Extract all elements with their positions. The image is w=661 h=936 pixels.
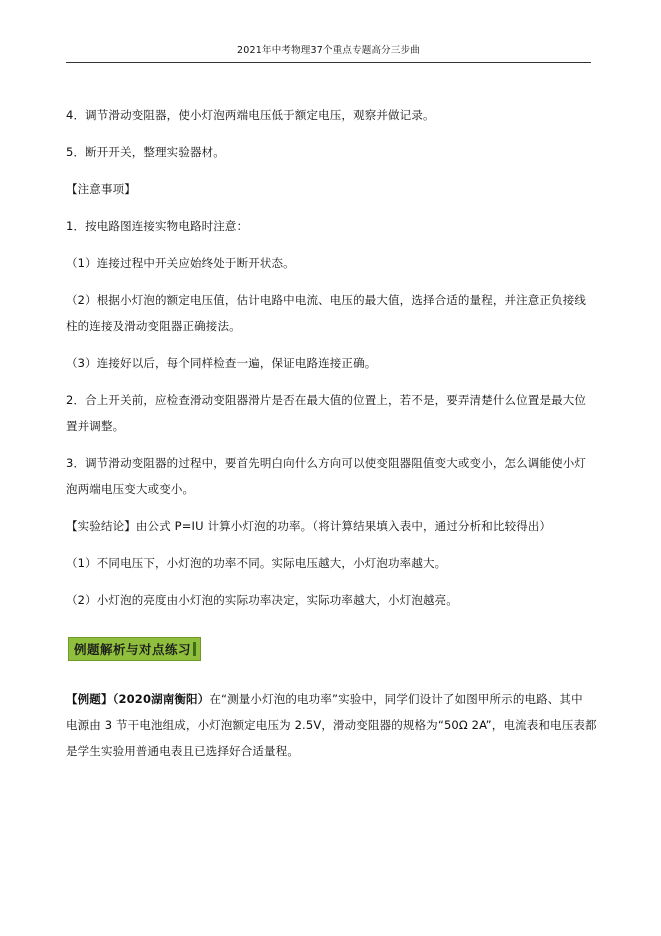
note-1: 1．按电路图连接实物电路时注意： [66,219,249,233]
step-4: 4．调节滑动变阻器，使小灯泡两端电压低于额定电压，观察并做记录。 [66,108,435,122]
section-banner [68,637,201,661]
note-2-line-2: 置并调整。 [66,419,125,433]
note-3-line-2: 泡两端电压变大或变小。 [66,482,195,496]
conclusion-item-1: （1）不同电压下，小灯泡的功率不同。实际电压越大，小灯泡功率越大。 [66,556,447,570]
conclusion: 【实验结论】由公式 P=IU 计算小灯泡的功率。（将计算结果填入表中，通过分析和比较得出） [66,519,552,533]
note-1-item-2-line-1: （2）根据小灯泡的额定电压值，估计电路中电流、电压的最大值，选择合适的量程，并注意正负接线 [66,293,587,307]
note-3-line-1: 3．调节滑动变阻器的过程中，要首先明白向什么方向可以使变阻器阻值变大或变小，怎么调能使小灯 [66,456,587,470]
note-2-line-1: 2．合上开关前，应检查滑动变阻器滑片是否在最大值的位置上，若不是，要弄清楚什么位置是最大位 [66,393,587,407]
note-1-item-1: （1）连接过程中开关应始终处于断开状态。 [66,256,295,270]
example-line-3: 是学生实验用普通电表且已选择好合适量程。 [66,744,299,758]
notes-heading: 【注意事项】 [66,182,136,196]
note-1-item-3: （3）连接好以后，每个同样检查一遍，保证电路连接正确。 [66,356,377,370]
conclusion-item-2: （2）小灯泡的亮度由小灯泡的实际功率决定，实际功率越大，小灯泡越亮。 [66,593,458,607]
example-line-2: 电源由 3 节干电池组成，小灯泡额定电压为 2.5V，滑动变阻器的规格为“50Ω 2A”，电流表和电压表都 [66,718,597,732]
example-line-1-text: 在“测量小灯泡的电功率”实验中，同学们设计了如图甲所示的电路、其中 [209,692,583,706]
example-line-1 [66,692,594,706]
example-tag: 【例题】（2020湖南衡阳） [66,692,210,706]
section-banner-label: 例题解析与对点练习 [74,642,192,657]
header-title: 2021年中考物理37个重点专题高分三步曲 [237,45,420,56]
note-1-item-2-line-2: 柱的连接及滑动变阻器正确接法。 [66,319,241,333]
page-header [66,44,591,63]
step-5: 5．断开开关，整理实验器材。 [66,145,225,159]
